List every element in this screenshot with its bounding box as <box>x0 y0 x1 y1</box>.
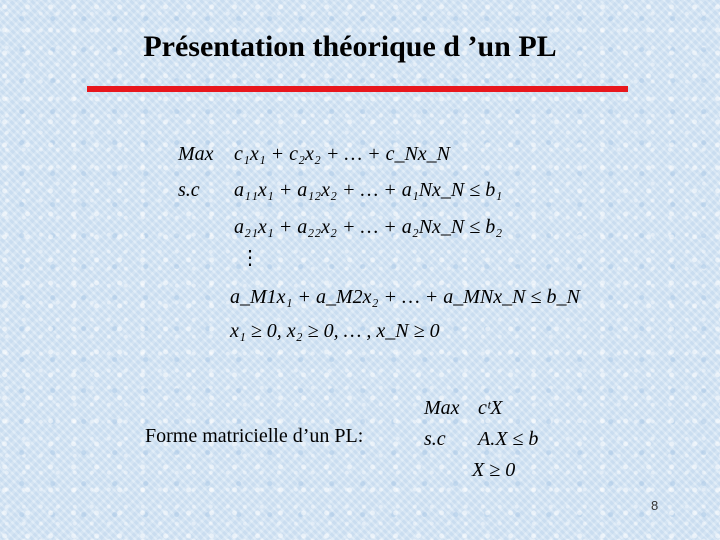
page-number: 8 <box>651 498 659 513</box>
objective-label: Max <box>178 143 214 165</box>
matrix-nonnegativity: X ≥ 0 <box>472 459 516 481</box>
vertical-ellipsis: ⋮ <box>240 247 260 269</box>
constraint-row-m: a_M1x₁ + a_M2x₂ + … + a_MNx_N ≤ b_N <box>230 286 580 308</box>
matrix-constraint-label: s.c <box>424 428 446 450</box>
matrix-constraint: A.X ≤ b <box>478 428 539 450</box>
matrix-objective: cᵗX <box>478 397 503 419</box>
constraint-label: s.c <box>178 179 200 201</box>
matrix-objective-label: Max <box>424 397 460 419</box>
title-underline <box>87 86 628 92</box>
slide-title: Présentation théorique d ’un PL <box>143 30 557 63</box>
constraint-row-1: a₁₁x₁ + a₁₂x₂ + … + a₁Nx_N ≤ b₁ <box>234 179 503 201</box>
objective-function: c₁x₁ + c₂x₂ + … + c_Nx_N <box>234 143 451 165</box>
nonnegativity-constraints: x₁ ≥ 0, x₂ ≥ 0, … , x_N ≥ 0 <box>230 320 440 342</box>
constraint-row-2: a₂₁x₁ + a₂₂x₂ + … + a₂Nx_N ≤ b₂ <box>234 216 503 238</box>
matrix-form-label: Forme matricielle d’un PL: <box>145 425 364 447</box>
